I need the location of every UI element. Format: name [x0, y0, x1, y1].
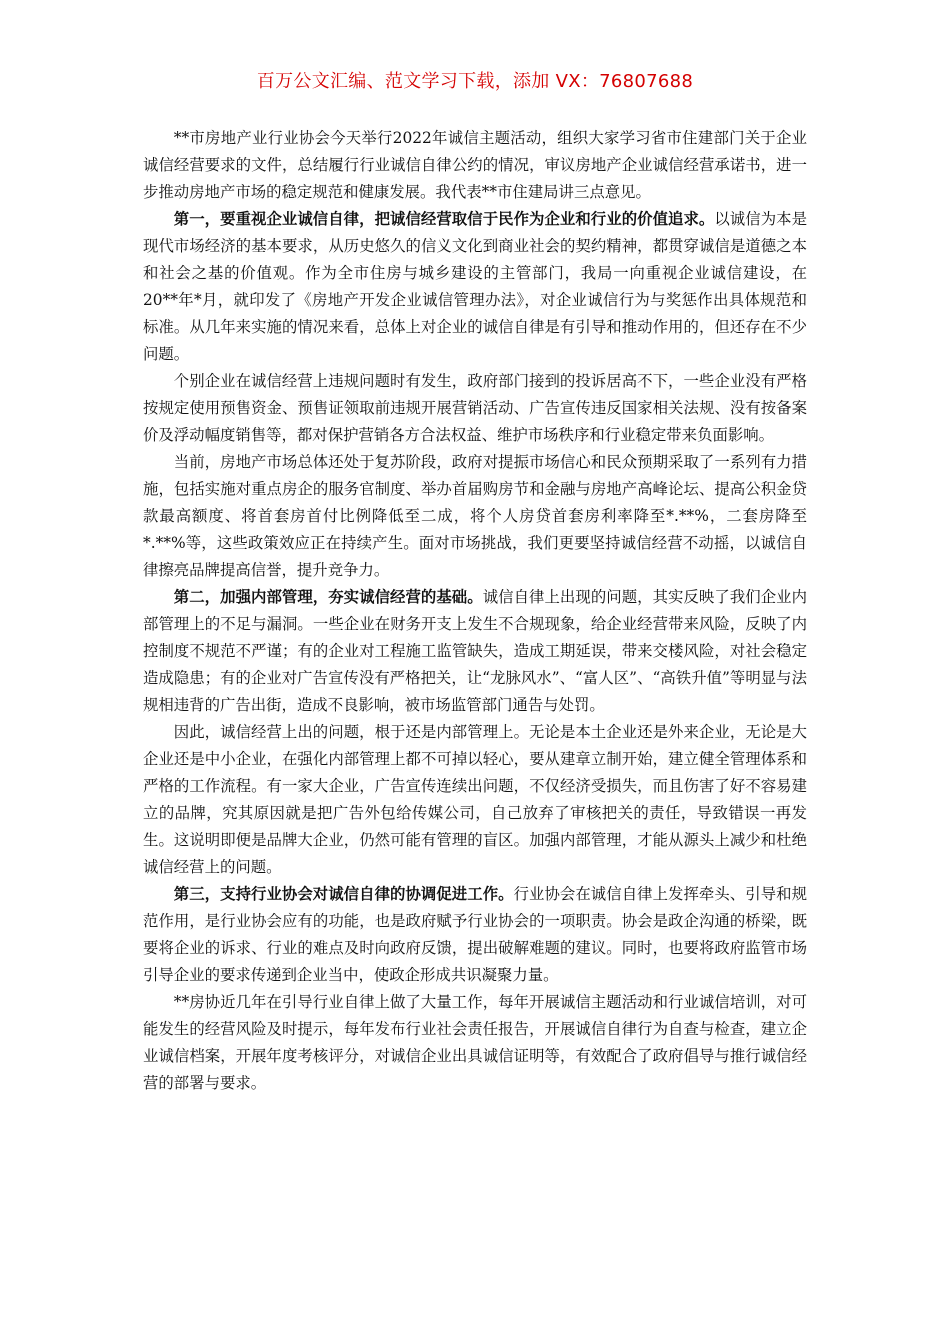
paragraph-1-text: **市房地产业行业协会今天举行2022年诚信主题活动，组织大家学习省市住建部门关于企业诚信经营要求的文件，总结履行行业诚信自律公约的情况，审议房地产企业诚信经营承诺书，进一步推动房地产市场的稳定规范和健康发展。我代表**市住建局讲三点意见。 — [143, 129, 807, 201]
paragraph-2-lead: 第一，要重视企业诚信自律，把诚信经营取信于民作为企业和行业的价值追求。 — [173, 210, 715, 228]
paragraph-8-text: **房协近几年在引导行业自律上做了大量工作，每年开展诚信主题活动和行业诚信培训，对可能发生的经营风险及时提示，每年发布行业社会责任报告，开展诚信自律行为自查与检查，建立企业诚信档案，开展年度考核评分，对诚信企业出具诚信证明等，有效配合了政府倡导与推行诚信经营的部署与要求。 — [143, 993, 807, 1092]
document-body — [143, 125, 807, 1097]
paragraph-6-text: 因此，诚信经营上出的问题，根于还是内部管理上。无论是本土企业还是外来企业，无论是大企业还是中小企业，在强化内部管理上都不可掉以轻心，要从建章立制开始，建立健全管理体系和严格的工作流程。有一家大企业，广告宣传连续出问题，不仅经济受损失，而且伤害了好不容易建立的品牌，究其原因就是把广告外包给传媒公司，自己放弃了审核把关的责任，导致错误一再发生。这说明即便是品牌大企业，仍然可能有管理的盲区。加强内部管理，才能从源头上减少和杜绝诚信经营上的问题。 — [143, 723, 807, 876]
paragraph-2-text: 以诚信为本是现代市场经济的基本要求，从历史悠久的信义文化到商业社会的契约精神，都贯穿诚信是道德之本和社会之基的价值观。作为全市住房与城乡建设的主管部门，我局一向重视企业诚信建设，在20**年*月，就印发了《房地产开发企业诚信管理办法》，对企业诚信行为与奖惩作出具体规范和标准。从几年来实施的情况来看，总体上对企业的诚信自律是有引导和推动作用的，但还存在不少问题。 — [143, 210, 807, 363]
paragraph-1 — [143, 125, 807, 206]
paragraph-7-text: 行业协会在诚信自律上发挥牵头、引导和规范作用，是行业协会应有的功能，也是政府赋予行业协会的一项职责。协会是政企沟通的桥梁，既要将企业的诉求、行业的难点及时向政府反馈，提出破解难题的建议。同时，也要将政府监管市场引导企业的要求传递到企业当中，使政企形成共识凝聚力量。 — [143, 885, 807, 984]
paragraph-2 — [143, 206, 807, 368]
paragraph-6 — [143, 719, 807, 881]
paragraph-4 — [143, 449, 807, 584]
paragraph-4-text: 当前，房地产市场总体还处于复苏阶段，政府对提振市场信心和民众预期采取了一系列有力措施，包括实施对重点房企的服务官制度、举办首届购房节和金融与房地产高峰论坛、提高公积金贷款最高额度、将首套房首付比例降低至二成，将个人房贷首套房利率降至*.**%，二套房降至*.**%等，这些政策效应正在持续产生。面对市场挑战，我们更要坚持诚信经营不动摇，以诚信自律擦亮品牌提高信誉，提升竞争力。 — [143, 453, 807, 579]
header-banner: 百万公文汇编、范文学习下载，添加 VX：76807688 — [256, 71, 694, 92]
paragraph-5-text: 诚信自律上出现的问题，其实反映了我们企业内部管理上的不足与漏洞。一些企业在财务开支上发生不合规现象，给企业经营带来风险，反映了内控制度不规范不严谨；有的企业对工程施工监管缺失，造成工期延误，带来交楼风险，对社会稳定造成隐患；有的企业对广告宣传没有严格把关，让“龙脉风水”、“富人区”、“高铁升值”等明显与法规相违背的广告出街，造成不良影响，被市场监管部门通告与处罚。 — [143, 588, 807, 714]
paragraph-5-lead: 第二，加强内部管理，夯实诚信经营的基础。 — [173, 588, 483, 606]
paragraph-5 — [143, 584, 807, 719]
paragraph-3 — [143, 368, 807, 449]
paragraph-8 — [143, 989, 807, 1097]
paragraph-7-lead: 第三，支持行业协会对诚信自律的协调促进工作。 — [173, 885, 514, 903]
paragraph-7 — [143, 881, 807, 989]
paragraph-3-text: 个别企业在诚信经营上违规问题时有发生，政府部门接到的投诉居高不下，一些企业没有严格按规定使用预售资金、预售证领取前违规开展营销活动、广告宣传违反国家相关法规、没有按备案价及浮动幅度销售等，都对保护营销各方合法权益、维护市场秩序和行业稳定带来负面影响。 — [143, 372, 807, 444]
